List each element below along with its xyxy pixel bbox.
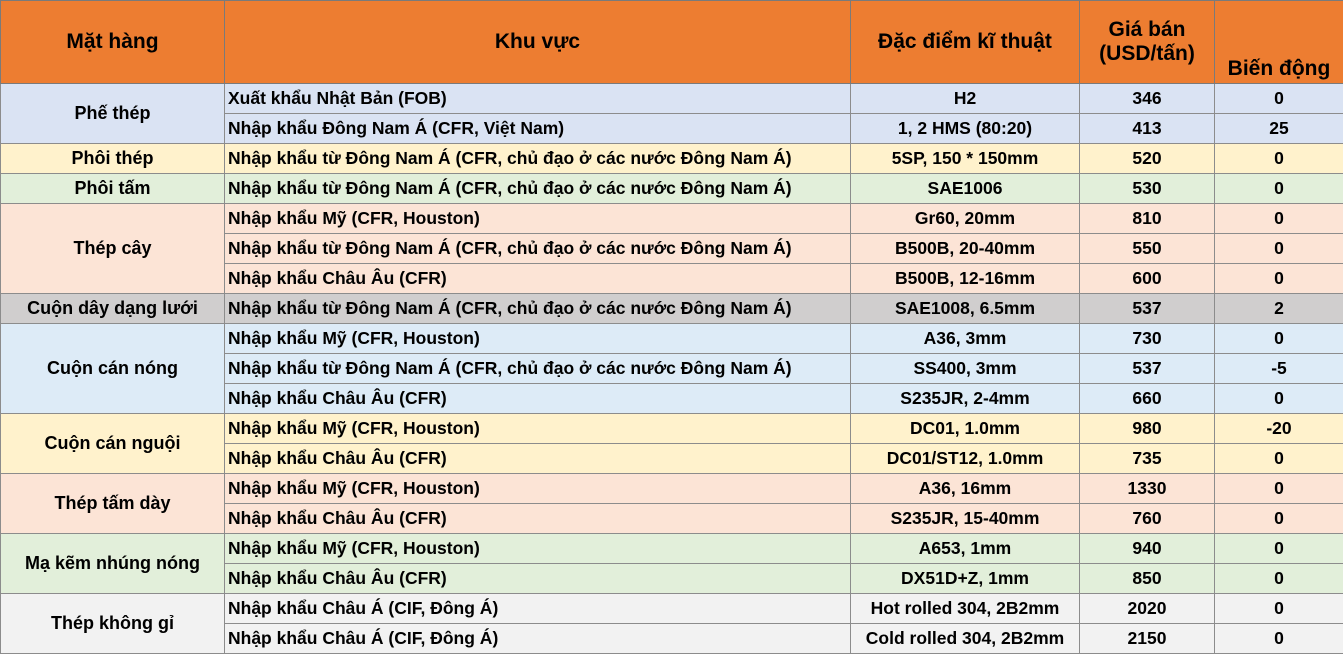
spec-cell: DC01/ST12, 1.0mm	[851, 444, 1080, 474]
header-row	[1, 1, 1343, 84]
change-cell: 0	[1215, 84, 1343, 114]
price-cell: 850	[1080, 564, 1215, 594]
price-cell: 980	[1080, 414, 1215, 444]
spec-cell: Hot rolled 304, 2B2mm	[851, 594, 1080, 624]
spec-cell: SS400, 3mm	[851, 354, 1080, 384]
header-region: Khu vực	[225, 1, 851, 84]
change-cell: 0	[1215, 504, 1343, 534]
change-cell: 0	[1215, 624, 1343, 654]
table-row	[1, 324, 1343, 354]
item-cell: Thép cây	[1, 204, 225, 294]
item-cell: Cuộn dây dạng lưới	[1, 294, 225, 324]
region-cell: Nhập khẩu từ Đông Nam Á (CFR, chủ đạo ở các nước Đông Nam Á)	[225, 354, 851, 384]
table-row	[1, 174, 1343, 204]
change-cell: 0	[1215, 534, 1343, 564]
price-cell: 537	[1080, 294, 1215, 324]
header-spec: Đặc điểm kĩ thuật	[851, 1, 1080, 84]
region-cell: Nhập khẩu Châu Âu (CFR)	[225, 444, 851, 474]
spec-cell: 5SP, 150 * 150mm	[851, 144, 1080, 174]
region-cell: Nhập khẩu từ Đông Nam Á (CFR, chủ đạo ở các nước Đông Nam Á)	[225, 174, 851, 204]
spec-cell: S235JR, 2-4mm	[851, 384, 1080, 414]
spec-cell: A36, 3mm	[851, 324, 1080, 354]
price-cell: 760	[1080, 504, 1215, 534]
region-cell: Nhập khẩu Mỹ (CFR, Houston)	[225, 534, 851, 564]
table-header	[1, 1, 1343, 84]
spec-cell: A36, 16mm	[851, 474, 1080, 504]
region-cell: Nhập khẩu Mỹ (CFR, Houston)	[225, 474, 851, 504]
spec-cell: 1, 2 HMS (80:20)	[851, 114, 1080, 144]
item-cell: Phôi tấm	[1, 174, 225, 204]
spec-cell: B500B, 20-40mm	[851, 234, 1080, 264]
region-cell: Nhập khẩu Mỹ (CFR, Houston)	[225, 204, 851, 234]
price-cell: 550	[1080, 234, 1215, 264]
change-cell: 25	[1215, 114, 1343, 144]
region-cell: Nhập khẩu Châu Á (CIF, Đông Á)	[225, 624, 851, 654]
spec-cell: Cold rolled 304, 2B2mm	[851, 624, 1080, 654]
header-price	[1080, 1, 1215, 84]
spec-cell: SAE1008, 6.5mm	[851, 294, 1080, 324]
spec-cell: A653, 1mm	[851, 534, 1080, 564]
change-cell: 0	[1215, 264, 1343, 294]
table-row	[1, 294, 1343, 324]
header-price-line1: Giá bán	[1108, 18, 1186, 41]
change-cell: 0	[1215, 444, 1343, 474]
price-cell: 346	[1080, 84, 1215, 114]
change-cell: 0	[1215, 324, 1343, 354]
table-row	[1, 414, 1343, 444]
change-cell: 0	[1215, 384, 1343, 414]
price-cell: 600	[1080, 264, 1215, 294]
change-cell: 0	[1215, 174, 1343, 204]
item-cell: Thép không gỉ	[1, 594, 225, 654]
spec-cell: S235JR, 15-40mm	[851, 504, 1080, 534]
region-cell: Nhập khẩu Châu Âu (CFR)	[225, 384, 851, 414]
region-cell: Nhập khẩu Đông Nam Á (CFR, Việt Nam)	[225, 114, 851, 144]
price-cell: 537	[1080, 354, 1215, 384]
item-cell: Mạ kẽm nhúng nóng	[1, 534, 225, 594]
region-cell: Nhập khẩu Châu Âu (CFR)	[225, 504, 851, 534]
price-cell: 735	[1080, 444, 1215, 474]
change-cell: -20	[1215, 414, 1343, 444]
price-cell: 940	[1080, 534, 1215, 564]
change-cell: 0	[1215, 594, 1343, 624]
change-cell: 0	[1215, 234, 1343, 264]
price-cell: 730	[1080, 324, 1215, 354]
table-row	[1, 534, 1343, 564]
table-row	[1, 84, 1343, 114]
item-cell: Thép tấm dày	[1, 474, 225, 534]
region-cell: Xuất khẩu Nhật Bản (FOB)	[225, 84, 851, 114]
change-cell: 2	[1215, 294, 1343, 324]
price-cell: 810	[1080, 204, 1215, 234]
region-cell: Nhập khẩu Châu Âu (CFR)	[225, 564, 851, 594]
change-cell: -5	[1215, 354, 1343, 384]
price-cell: 530	[1080, 174, 1215, 204]
spec-cell: B500B, 12-16mm	[851, 264, 1080, 294]
change-cell: 0	[1215, 564, 1343, 594]
spec-cell: DC01, 1.0mm	[851, 414, 1080, 444]
table-row	[1, 594, 1343, 624]
item-cell: Phôi thép	[1, 144, 225, 174]
price-cell: 413	[1080, 114, 1215, 144]
item-cell: Phế thép	[1, 84, 225, 144]
price-cell: 2150	[1080, 624, 1215, 654]
price-cell: 2020	[1080, 594, 1215, 624]
item-cell: Cuộn cán nguội	[1, 414, 225, 474]
region-cell: Nhập khẩu Châu Âu (CFR)	[225, 264, 851, 294]
region-cell: Nhập khẩu từ Đông Nam Á (CFR, chủ đạo ở các nước Đông Nam Á)	[225, 294, 851, 324]
change-cell: 0	[1215, 204, 1343, 234]
header-price-line2: (USD/tấn)	[1099, 42, 1195, 65]
region-cell: Nhập khẩu từ Đông Nam Á (CFR, chủ đạo ở các nước Đông Nam Á)	[225, 234, 851, 264]
spec-cell: H2	[851, 84, 1080, 114]
region-cell: Nhập khẩu từ Đông Nam Á (CFR, chủ đạo ở các nước Đông Nam Á)	[225, 144, 851, 174]
change-cell: 0	[1215, 474, 1343, 504]
region-cell: Nhập khẩu Châu Á (CIF, Đông Á)	[225, 594, 851, 624]
price-cell: 660	[1080, 384, 1215, 414]
change-cell: 0	[1215, 144, 1343, 174]
spec-cell: DX51D+Z, 1mm	[851, 564, 1080, 594]
price-cell: 520	[1080, 144, 1215, 174]
spec-cell: Gr60, 20mm	[851, 204, 1080, 234]
header-item: Mặt hàng	[1, 1, 225, 84]
region-cell: Nhập khẩu Mỹ (CFR, Houston)	[225, 324, 851, 354]
header-change: Biến động	[1215, 1, 1343, 84]
table-row	[1, 144, 1343, 174]
spec-cell: SAE1006	[851, 174, 1080, 204]
table-row	[1, 474, 1343, 504]
item-cell: Cuộn cán nóng	[1, 324, 225, 414]
table-body	[1, 84, 1343, 654]
region-cell: Nhập khẩu Mỹ (CFR, Houston)	[225, 414, 851, 444]
price-cell: 1330	[1080, 474, 1215, 504]
table-row	[1, 204, 1343, 234]
